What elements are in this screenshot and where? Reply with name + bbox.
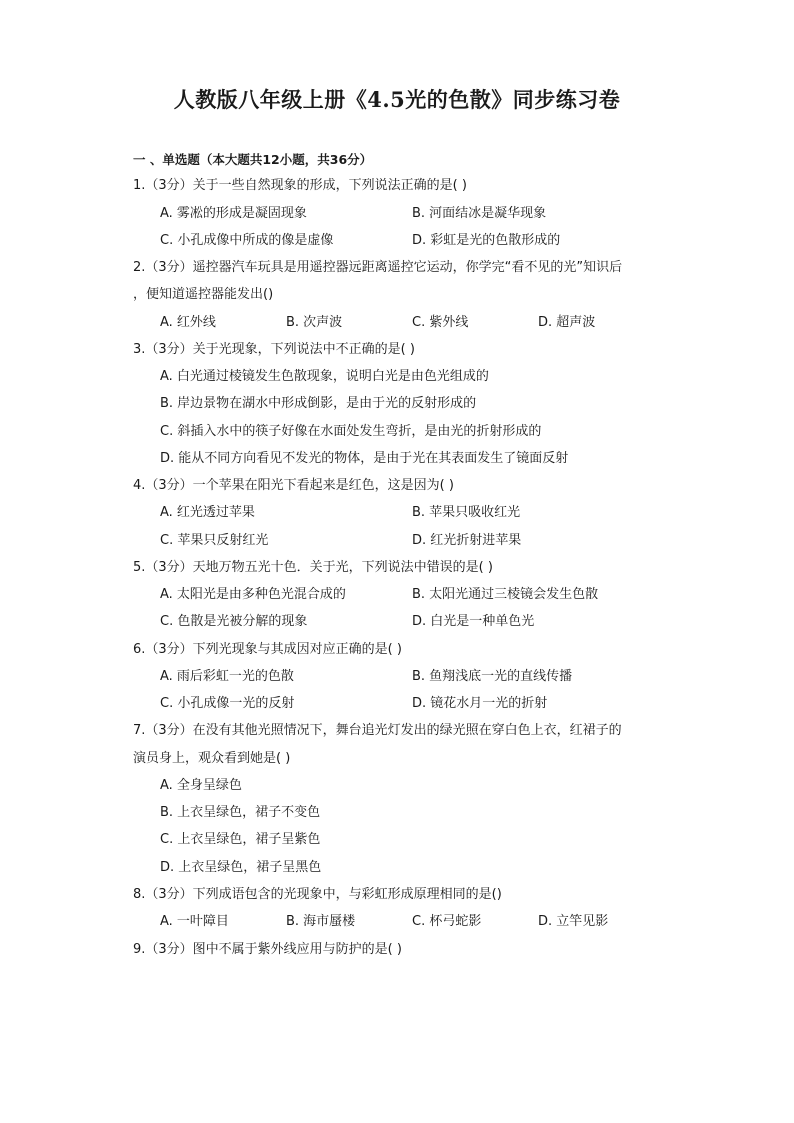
question-1-option-a: A. 雾凇的形成是凝固现象 (160, 206, 307, 221)
question-7-option-c: C. 上衣呈绿色，裙子呈紫色 (160, 832, 321, 847)
question-6-option-d: D. 镜花水月一光的折射 (412, 696, 548, 711)
question-5-option-c: C. 色散是光被分解的现象 (160, 614, 308, 629)
question-5-option-a: A. 太阳光是由多种色光混合成的 (160, 587, 346, 602)
question-9-stem: 9.（3分）图中不属于紫外线应用与防护的是( ) (133, 942, 402, 957)
page-title: 人教版八年级上册《4.5光的色散》同步练习卷 (173, 87, 621, 112)
question-1-stem: 1.（3分）关于一些自然现象的形成，下列说法正确的是( ) (133, 178, 467, 193)
question-5-option-d: D. 白光是一种单色光 (412, 614, 535, 629)
question-2-stem-cont: ，便知道遥控器能发出() (133, 287, 274, 302)
question-7-option-d: D. 上衣呈绿色，裙子呈黑色 (160, 860, 322, 875)
question-6-option-b: B. 鱼翔浅底一光的直线传播 (412, 669, 573, 684)
question-7-stem-cont: 演员身上，观众看到她是( ) (133, 751, 291, 766)
question-8-stem: 8.（3分）下列成语包含的光现象中，与彩虹形成原理相同的是() (133, 887, 502, 902)
question-2-option-b: B. 次声波 (286, 315, 343, 330)
question-1-option-d: D. 彩虹是光的色散形成的 (412, 233, 561, 248)
question-1-option-c: C. 小孔成像中所成的像是虚像 (160, 233, 334, 248)
question-3-option-c: C. 斜插入水中的筷子好像在水面处发生弯折，是由光的折射形成的 (160, 424, 542, 439)
question-4-option-d: D. 红光折射进苹果 (412, 533, 522, 548)
question-6-option-c: C. 小孔成像一光的反射 (160, 696, 295, 711)
question-8-option-c: C. 杯弓蛇影 (412, 914, 482, 929)
question-7-option-b: B. 上衣呈绿色，裙子不变色 (160, 805, 321, 820)
question-3-option-d: D. 能从不同方向看见不发光的物体，是由于光在其表面发生了镜面反射 (160, 451, 569, 466)
question-8-option-b: B. 海市蜃楼 (286, 914, 356, 929)
question-2-option-d: D. 超声波 (538, 315, 596, 330)
question-1-option-b: B. 河面结冰是凝华现象 (412, 206, 547, 221)
question-4-stem: 4.（3分）一个苹果在阳光下看起来是红色，这是因为( ) (133, 478, 454, 493)
question-4-option-a: A. 红光透过苹果 (160, 505, 255, 520)
question-2-option-c: C. 紫外线 (412, 315, 469, 330)
question-2-stem: 2.（3分）遥控器汽车玩具是用遥控器远距离遥控它运动，你学完“看不见的光”知识后 (133, 260, 623, 275)
question-8-option-d: D. 立竿见影 (538, 914, 609, 929)
question-8-option-a: A. 一叶障目 (160, 914, 229, 929)
question-4-option-c: C. 苹果只反射红光 (160, 533, 269, 548)
question-3-stem: 3.（3分）关于光现象，下列说法中不正确的是( ) (133, 342, 415, 357)
question-6-option-a: A. 雨后彩虹一光的色散 (160, 669, 294, 684)
question-7-option-a: A. 全身呈绿色 (160, 778, 242, 793)
question-3-option-a: A. 白光通过棱镜发生色散现象，说明白光是由色光组成的 (160, 369, 489, 384)
question-5-option-b: B. 太阳光通过三棱镜会发生色散 (412, 587, 599, 602)
section-heading: 一 、单选题（本大题共12小题，共36分） (133, 152, 373, 167)
question-5-stem: 5.（3分）天地万物五光十色．关于光，下列说法中错误的是( ) (133, 560, 493, 575)
question-2-option-a: A. 红外线 (160, 315, 216, 330)
question-7-stem: 7.（3分）在没有其他光照情况下，舞台追光灯发出的绿光照在穿白色上衣，红裙子的 (133, 723, 622, 738)
question-3-option-b: B. 岸边景物在湖水中形成倒影，是由于光的反射形成的 (160, 396, 477, 411)
question-4-option-b: B. 苹果只吸收红光 (412, 505, 521, 520)
question-6-stem: 6.（3分）下列光现象与其成因对应正确的是( ) (133, 642, 402, 657)
